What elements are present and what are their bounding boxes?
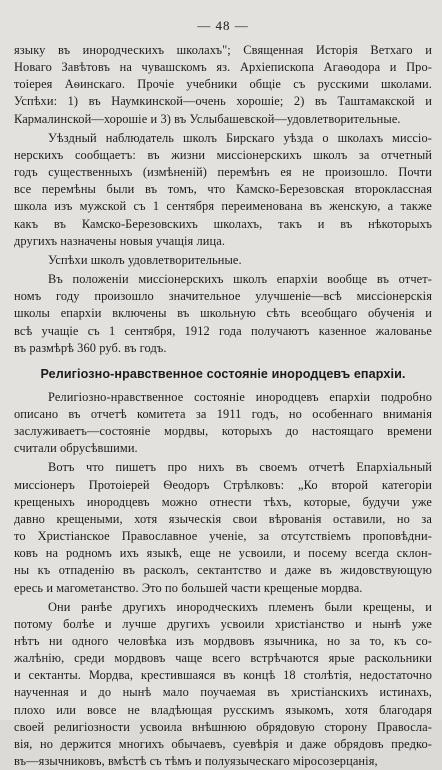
paragraph xyxy=(14,130,432,250)
section-heading: Религіозно-нравственное состояніе инородцевъ епархіи. xyxy=(40,366,406,381)
text-line: своей религіозности усвоила внѣшнюю обрядовую сторону Правосла- xyxy=(14,719,432,734)
section-religious-state xyxy=(14,389,432,770)
text-line: жалѣнію, среди мордвовъ чаще всего встрѣчаются ярые раскольники xyxy=(14,651,432,666)
text-line: всѣ учащіе съ 1 сентября, 1912 года получаютъ казенное жалованье xyxy=(14,323,432,338)
text-line: школа изъ мужской съ 1 сентября переименована въ женскую, а также xyxy=(14,199,432,214)
text-line: и сектанты. Мордва, крестившаяся въ концѣ 18 столѣтія, недостаточно xyxy=(14,668,432,683)
text-line: заслуживаетъ—состояніе мордвы, которыхъ до настоящаго времени xyxy=(14,424,432,439)
text-line: Религіозно-нравственное состояніе инородцевъ епархіи подробно xyxy=(48,389,432,404)
paragraph xyxy=(14,42,432,128)
text-line: миссіонеръ Протоіерей Ѳеодоръ Стрѣлковъ: „Ко второй категоріи xyxy=(14,477,432,492)
text-line: Они ранѣе другихъ инородческихъ племенъ были крещены, и xyxy=(48,599,432,614)
text-line: Вотъ что пишетъ про нихъ въ своемъ отчетѣ Епархіальный xyxy=(48,460,432,475)
section-schools xyxy=(14,42,432,357)
text-line: другихъ назначены новыя учащія лица. xyxy=(14,233,226,248)
text-line: потому болѣе и лучше другихъ усвоили христіанство и нынѣ уже xyxy=(14,616,432,631)
text-line: въ размѣрѣ 360 руб. въ годъ. xyxy=(14,340,167,355)
text-line: все перемѣны были въ томъ, что Камско-Березовская второклассная xyxy=(14,182,432,197)
text-line: школы епархіи включены въ школьную сѣть всеобщаго обученія и xyxy=(14,306,432,321)
text-line: Успѣхи школъ удовлетворительные. xyxy=(48,252,242,267)
text-line: Успѣхи: 1) въ Наумкинской—очень хорошіе; 2) въ Таштамакской и xyxy=(14,94,432,109)
text-line: плохо или вовсе не владѣющая русскимъ языкомъ, хотя благодаря xyxy=(14,702,432,717)
text-line: наученная и до нынѣ мало поучаемая въ христіанскихъ истинахъ, xyxy=(14,685,432,700)
text-line: то Христіанское Православное ученіе, за отсутствіемъ проповѣдни- xyxy=(14,529,432,544)
text-line: въ—язычниковъ, вмѣстѣ съ тѣмъ и полуязыческаго міросозерцанія, xyxy=(14,754,378,769)
text-line: Въ положеніи миссіонерскихъ школъ епархіи вообще въ отчет- xyxy=(48,272,432,287)
text-line: нерскихъ сообщаетъ: въ жизни миссіонерскихъ школъ за отчетный xyxy=(14,147,432,162)
paragraph xyxy=(14,271,432,357)
text-line: тоіерея Аѳинскаго. Прочіе учебники общіе съ русскими школами. xyxy=(14,77,432,92)
text-line: ны къ отпаденію въ расколъ, сектантство и даже въ жидовствующую xyxy=(14,563,432,578)
text-line: давно крещеными, хотя языческія свои вѣрованія оставили, но за xyxy=(14,511,432,526)
text-line: ересь и магометанство. Это по большей части крещеные мордва. xyxy=(14,580,363,595)
text-line: номъ году произошло значительное улучшеніе—всѣ миссіонерскія xyxy=(14,289,432,304)
page-number: — 48 — xyxy=(197,18,249,33)
text-line: описано въ отчетѣ комитета за 1911 годъ, но особеннаго вниманія xyxy=(14,406,432,421)
text-line: Кармалинской—хорошіе и 3) въ Услыбашевской—удовлетворительные. xyxy=(14,111,401,126)
text-line: крещеныхъ инородцевъ можно отнести тѣхъ, которые, будучи уже xyxy=(14,494,432,509)
text-line: нѣтъ ни одного человѣка изъ мордвовъ язычника, но за то, къ со- xyxy=(14,634,432,648)
text-line: вія, но держится многихъ обычаевъ, суевѣрія и даже обрядовъ предко- xyxy=(14,736,432,751)
text-line: Уѣздный наблюдатель школъ Бирскаго уѣзда о школахъ миссіо- xyxy=(48,130,432,145)
paragraph xyxy=(14,389,432,458)
paragraph xyxy=(14,252,432,269)
paragraph xyxy=(14,459,432,596)
paragraph xyxy=(14,599,432,770)
text-line: годъ существенныхъ (измѣненій) перемѣнъ ея не произошло. Почти xyxy=(14,165,432,180)
text-line: Новаго Завѣтовъ на чувашскомъ яз. Архіепископа Агаѳодора и Про- xyxy=(14,60,432,75)
text-line: какъ въ Камско-Березовскихъ школахъ, такъ и въ нѣкоторыхъ xyxy=(14,216,432,231)
text-line: ковъ на родномъ ихъ языкѣ, еще не усвоили, и посему всегда склон- xyxy=(14,546,432,561)
text-line: языку въ инородческихъ школахъ"; Священная Исторія Ветхаго и xyxy=(14,43,432,57)
text-line: считали обрусѣвшими. xyxy=(14,441,138,456)
